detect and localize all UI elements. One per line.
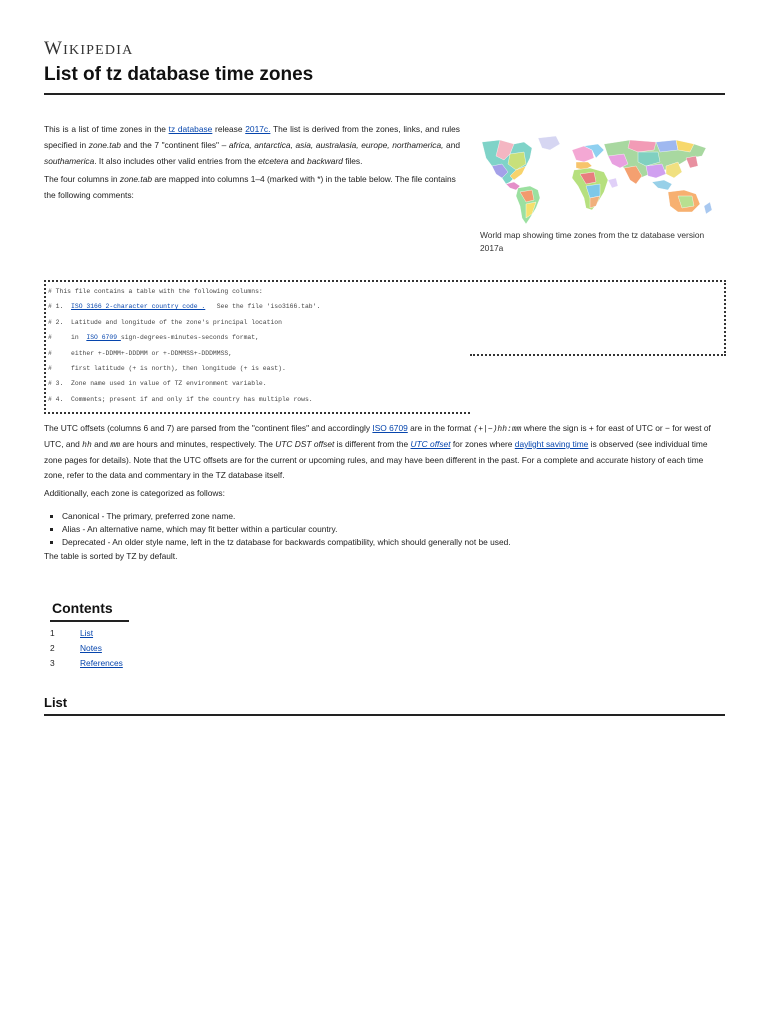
list-section-heading: List [44, 695, 68, 710]
comment-line: # either +-DDMM+-DDDMM or +-DDMMSS+-DDDMMSS, [48, 349, 233, 357]
list-section-divider [44, 714, 725, 716]
zone-tab-comments [48, 284, 320, 407]
release-link[interactable]: 2017c. [245, 124, 271, 134]
columns-paragraph: The four columns in zone.tab are mapped into columns 1–4 (marked with *) in the table below. The file contains the following comments: [44, 174, 456, 200]
table-of-contents [50, 626, 250, 671]
daylight-saving-time-link[interactable]: daylight saving time [514, 439, 589, 449]
map-caption: World map showing time zones from the tz database version 2017a [480, 230, 705, 253]
utc-offsets-paragraph: The UTC offsets (columns 6 and 7) are parsed from the "continent files" and accordingly ISO 6709 are in the format (+|−)hh:mm where the sign is + for east of UTC or − for west of UTC, and hh and mm are hours and minutes, respectively. The UTC DST offset is different from the UTC offset for zones where daylight saving time is observed (see individual time zone pages for details). Note that the UTC offsets are for the current or upcoming rules, and may have been different in the past. For a complete and accurate history of each time zone, refer to the data and commentary in the TZ database itself. [44, 423, 711, 480]
comment-line: # This file contains a table with the following columns: [48, 288, 263, 295]
comment-box-frame-left [44, 280, 46, 414]
wikipedia-wordmark: WIKIPEDIA [44, 38, 134, 59]
toc-item-notes: 2 Notes [50, 641, 250, 656]
comment-line: # first latitude (+ is north), then longitude (+ is east). [48, 364, 286, 372]
comment-box-frame-bottom [470, 354, 726, 356]
iso-6709-comment-link[interactable]: ISO 6709 [86, 334, 121, 342]
contents-title: Contents [52, 600, 113, 616]
toc-item-references: 3 References [50, 656, 250, 671]
sort-note: The table is sorted by TZ by default. [44, 551, 178, 561]
utc-offset-link[interactable]: UTC offset [410, 439, 451, 449]
comment-line: # 4. Comments; present if and only if the country has multiple rows. [48, 395, 313, 403]
toc-link-references[interactable]: References [80, 658, 123, 668]
comment-line: # 1. ISO 3166 2-character country code . See the file 'iso3166.tab'. [48, 303, 321, 311]
world-timezone-map[interactable] [480, 136, 721, 226]
category-list [50, 510, 511, 549]
categories-intro: Additionally, each zone is categorized as follows: [44, 488, 225, 498]
tz-database-link[interactable]: tz database [168, 124, 213, 134]
list-item: Canonical - The primary, preferred zone name. [50, 510, 511, 523]
page-title: List of tz database time zones [44, 64, 314, 85]
list-item: Deprecated - An older style name, left in the tz database for backwards compatibility, which should generally not be used. [50, 536, 511, 549]
comment-line: # 2. Latitude and longitude of the zone's principal location [48, 318, 282, 326]
comment-line: # 3. Zone name used in value of TZ environment variable. [48, 380, 267, 388]
comment-line: # in ISO 6709 sign-degrees-minutes-seconds format, [48, 334, 259, 342]
toc-link-notes[interactable]: Notes [80, 643, 102, 653]
comment-box-frame-lower [44, 412, 470, 414]
list-item: Alias - An alternative name, which may fit better within a particular country. [50, 523, 511, 536]
contents-divider [50, 620, 129, 622]
world-map-figure [480, 136, 725, 255]
iso-3166-link[interactable]: ISO 3166 2-character country code . [71, 303, 206, 311]
iso-6709-link[interactable]: ISO 6709 [372, 423, 408, 433]
toc-link-list[interactable]: List [80, 628, 94, 638]
intro-paragraph: This is a list of time zones in the tz database release 2017c. The list is derived from the zones, links, and rules specified in zone.tab and the 7 "continent files" – africa, antarctica, asia, australasia, europe, northamerica, and southamerica. It also includes other valid entries from the etcetera and backward files. [44, 124, 461, 166]
toc-item-list: 1 List [50, 626, 250, 641]
title-divider [44, 93, 725, 95]
